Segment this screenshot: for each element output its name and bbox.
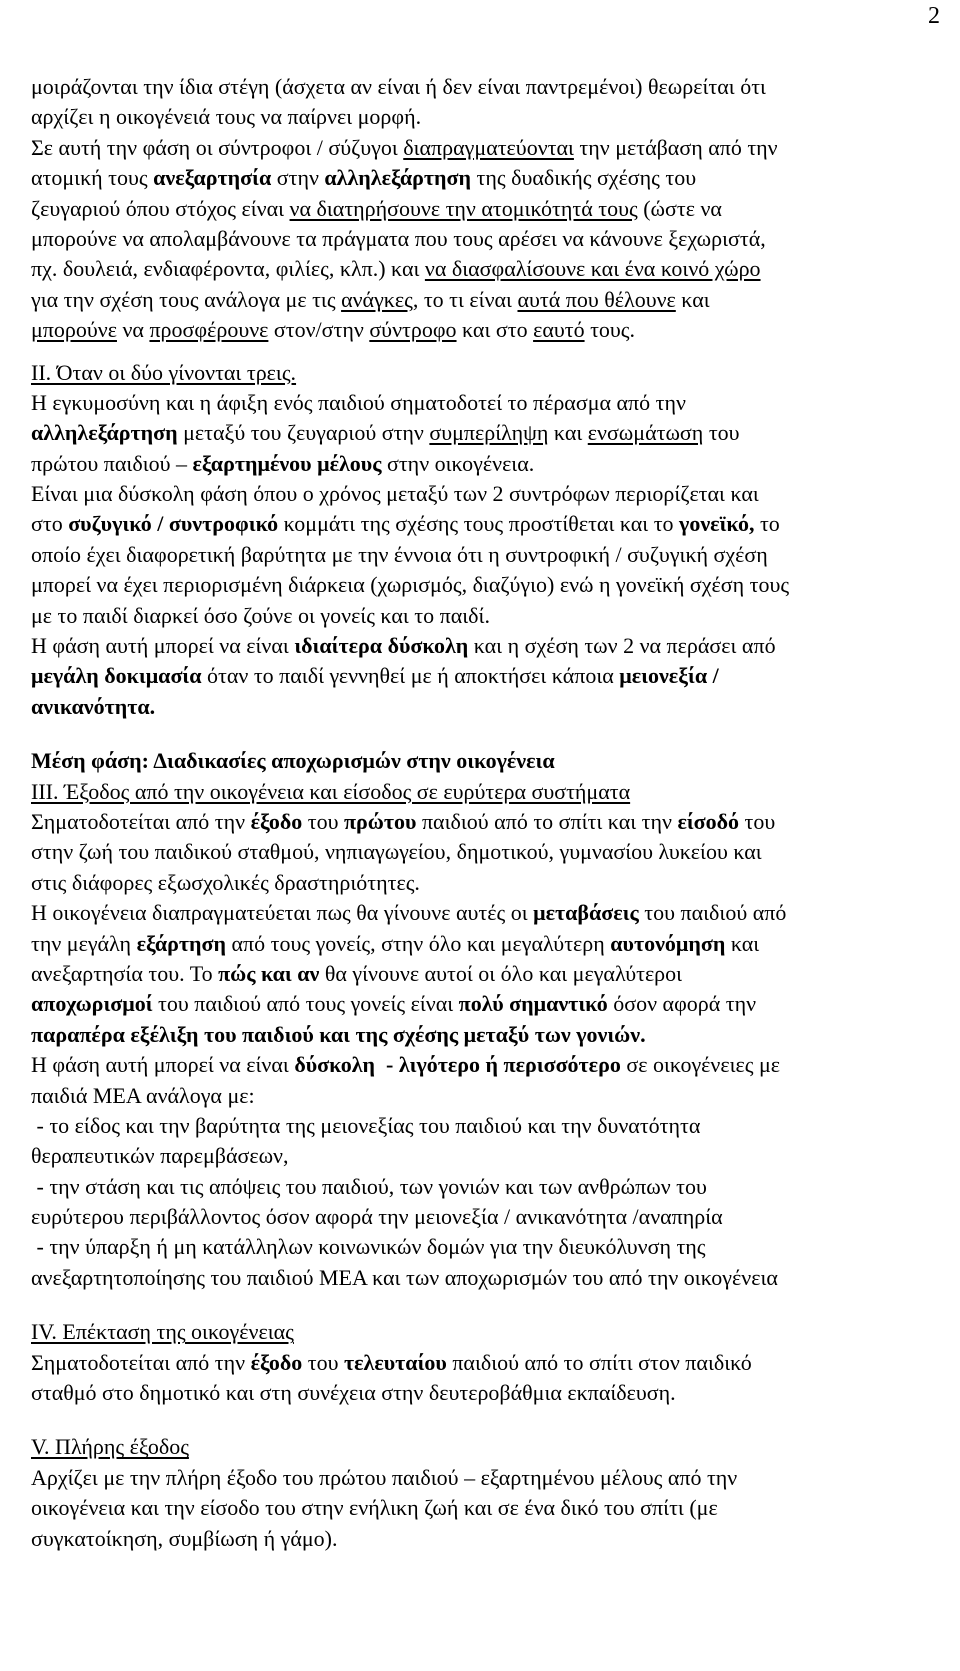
bold-term: αποχωρισμοί <box>31 991 153 1017</box>
bold-term: είσοδό <box>677 808 740 834</box>
text: παιδιού από το σπίτι και την <box>416 808 678 834</box>
text-line <box>31 509 936 539</box>
text: όσον αφορά την <box>607 991 757 1017</box>
text-line <box>31 1348 936 1378</box>
text: Σηματοδοτείται από την <box>31 808 251 834</box>
text-line <box>31 540 936 570</box>
text: της δυαδικής σχέσης του <box>471 165 697 191</box>
bold-term: πρώτου <box>343 808 417 834</box>
text: και <box>548 420 588 446</box>
text: στην <box>271 165 325 191</box>
text: στις διάφορες εξωσχολικές δραστηριότητες. <box>31 869 420 895</box>
underlined-term: σύντροφο <box>369 317 457 343</box>
text: στο <box>31 511 69 537</box>
text: το <box>754 511 780 537</box>
bold-term: αλληλεξάρτηση <box>31 420 178 446</box>
text: όταν το παιδί γεννηθεί με ή αποκτήσει κάποια <box>201 663 620 689</box>
heading-text: IV. Επέκταση της οικογένειας <box>31 1319 294 1345</box>
underlined-term: αυτά που θέλουνε <box>517 286 676 312</box>
text: πχ. δουλειά, ενδιαφέροντα, φιλίες, κλπ.) και <box>31 256 425 282</box>
text: , το τι είναι <box>412 286 518 312</box>
section-5 <box>31 1432 936 1554</box>
text: μοιράζονται την ίδια στέγη (άσχετα αν είναι ή δεν είναι παντρεμένοι) θεωρείται ότι <box>31 74 766 99</box>
bold-term: ιδιαίτερα δύσκολη <box>294 633 469 659</box>
paragraph-gap <box>31 1420 936 1432</box>
bold-term: παραπέρα εξέλιξη του παιδιού και της σχέσης μεταξύ των γονιών. <box>31 1021 646 1047</box>
underlined-term: προσφέρουνε <box>149 317 269 343</box>
text-line <box>31 1020 936 1050</box>
section-2 <box>31 358 936 723</box>
document-body <box>31 72 936 1554</box>
text-line <box>31 1493 936 1523</box>
bold-term: συζυγικό / συντροφικό <box>68 511 279 537</box>
bold-term: δύσκολη - λιγότερο ή περισσότερο <box>294 1052 621 1078</box>
text-line <box>31 1050 936 1080</box>
section-1 <box>31 72 936 346</box>
text: Η φάση αυτή μπορεί να είναι <box>31 1052 295 1078</box>
text-line <box>31 418 936 448</box>
text: Η οικογένεια διαπραγματεύεται πως θα γίνουνε αυτές οι <box>31 900 534 926</box>
text: ζευγαριού όπου στόχος είναι <box>31 195 290 221</box>
text: από τους γονείς, στην όλο και μεγαλύτερη <box>225 930 611 956</box>
text: του παιδιού από <box>638 900 787 926</box>
text: του <box>739 808 776 834</box>
text-line <box>31 692 936 722</box>
underlined-term: ανάγκες <box>341 286 413 312</box>
bold-term: τελευταίου <box>343 1349 447 1375</box>
text: για την σχέση τους ανάλογα με τις <box>31 286 342 312</box>
text: μπορεί να έχει περιορισμένη διάρκεια (χωρισμός, διαζύγιο) ενώ η γονεϊκή σχέση τους <box>31 572 790 598</box>
text: στον/στην <box>268 317 370 343</box>
text: του παιδιού από τους γονείς είναι <box>152 991 459 1017</box>
paragraph-gap <box>31 734 936 746</box>
text-line <box>31 570 936 600</box>
phase-heading <box>31 746 936 776</box>
bold-term: ανεξαρτησία <box>153 165 272 191</box>
text-line <box>31 661 936 691</box>
bold-term: μεγάλη δοκιμασία <box>31 663 202 689</box>
text-line <box>31 133 936 163</box>
text: κομμάτι της σχέσης τους προστίθεται και το <box>278 511 680 537</box>
text-line <box>31 224 936 254</box>
text: και στο <box>456 317 534 343</box>
text-line <box>31 449 936 479</box>
text-line <box>31 194 936 224</box>
text-line <box>31 1463 936 1493</box>
text-line <box>31 1524 936 1554</box>
paragraph-gap <box>31 722 936 734</box>
text: αρχίζει η οικογένειά τους να παίρνει μορφή. <box>31 104 422 130</box>
text: τους. <box>584 317 636 343</box>
bold-term: έξοδο <box>250 1349 303 1375</box>
underlined-term: εαυτό <box>533 317 585 343</box>
text: μπορούνε να απολαμβάνουνε τα πράγματα που τους αρέσει να κάνουνε ξεχωριστά, <box>31 225 766 251</box>
bold-term: εξάρτηση <box>136 930 226 956</box>
text-line <box>31 72 936 102</box>
text-line <box>31 102 936 132</box>
bold-term: εξαρτημένου μέλους <box>192 450 382 476</box>
text: την μετάβαση από την <box>573 134 778 160</box>
text: ευρύτερου περιβάλλοντος όσον αφορά την μειονεξία / ανικανότητα /αναπηρία <box>31 1204 723 1230</box>
underlined-term: διαπραγματεύονται <box>403 134 574 160</box>
text-line <box>31 989 936 1019</box>
text: και <box>725 930 760 956</box>
text: στην ζωή του παιδικού σταθμού, νηπιαγωγείου, δημοτικού, γυμνασίου λυκείου και <box>31 839 762 865</box>
section-heading <box>31 358 936 388</box>
heading-text: ΙΙΙ. Έξοδος από την οικογένεια και είσοδος σε ευρύτερα συστήματα <box>31 778 631 804</box>
bold-term: πολύ σημαντικό <box>458 991 608 1017</box>
text-line <box>31 254 936 284</box>
text: θα γίνουνε αυτοί οι όλο και μεγαλύτεροι <box>319 960 683 986</box>
text-line <box>31 315 936 345</box>
text: παιδιού από το σπίτι στον παιδικό <box>446 1349 752 1375</box>
paragraph-gap <box>31 1408 936 1420</box>
text: του <box>302 1349 344 1375</box>
text: συγκατοίκηση, συμβίωση ή γάμο). <box>31 1525 338 1551</box>
bold-term: αλληλεξάρτηση <box>324 165 472 191</box>
text: - την στάση και τις απόψεις του παιδιού, των γονιών και των ανθρώπων του <box>31 1173 707 1199</box>
text: ανεξαρτησία του. Το <box>31 960 219 986</box>
section-heading <box>31 1432 936 1462</box>
heading-text: Μέση φάση: Διαδικασίες αποχωρισμών στην οικογένεια <box>31 748 555 774</box>
text-line <box>31 1378 936 1408</box>
text-line <box>31 807 936 837</box>
section-3 <box>31 777 936 1294</box>
bold-term: μειονεξία / <box>619 663 719 689</box>
text: του <box>703 420 740 446</box>
text: ανεξαρτητοποίησης του παιδιού ΜΕΑ και των αποχωρισμών του από την οικογένεια <box>31 1264 778 1290</box>
text-line <box>31 837 936 867</box>
underlined-term: να διατηρήσουνε την ατομικότητά τους <box>289 195 638 221</box>
text: - την ύπαρξη ή μη κατάλληλων κοινωνικών δομών για την διευκόλυνση της <box>31 1234 706 1260</box>
heading-text: ΙΙ. Όταν οι δύο γίνονται τρεις. <box>31 359 297 385</box>
text: ατομική τους <box>31 165 154 191</box>
text-line <box>31 601 936 631</box>
text: μεταξύ του ζευγαριού στην <box>177 420 430 446</box>
heading-text: V. Πλήρης έξοδος <box>31 1434 189 1460</box>
text-line <box>31 163 936 193</box>
paragraph-gap <box>31 1293 936 1305</box>
bold-term: γονεϊκό, <box>679 511 755 537</box>
text: να <box>116 317 150 343</box>
text: παιδιά ΜΕΑ ανάλογα με: <box>31 1082 255 1108</box>
underlined-term: ενσωμάτωση <box>587 420 704 446</box>
bold-term: μεταβάσεις <box>533 900 639 926</box>
text-line <box>31 929 936 959</box>
paragraph-gap <box>31 1305 936 1317</box>
text-line <box>31 868 936 898</box>
text: με το παιδί διαρκεί όσο ζούνε οι γονείς και το παιδί. <box>31 602 490 628</box>
text: του <box>302 808 344 834</box>
section-4 <box>31 1317 936 1408</box>
paragraph-gap <box>31 346 936 358</box>
text: οποίο έχει διαφορετική βαρύτητα με την έννοια ότι η συντροφική / συζυγική σχέση <box>31 541 768 567</box>
section-heading <box>31 777 936 807</box>
text: - το είδος και την βαρύτητα της μειονεξίας του παιδιού και την δυνατότητα <box>31 1112 701 1138</box>
text: την μεγάλη <box>31 930 137 956</box>
text: οικογένεια και την είσοδο του στην ενήλικη ζωή και σε ένα δικό του σπίτι (με <box>31 1495 718 1521</box>
text-line <box>31 1263 936 1293</box>
bold-term: αυτονόμηση <box>610 930 726 956</box>
text: σταθμό στο δημοτικό και στη συνέχεια στην δευτεροβάθμια εκπαίδευση. <box>31 1380 676 1406</box>
text: Σε αυτή την φάση οι σύντροφοι / σύζυγοι <box>31 134 404 160</box>
list-item <box>31 1172 936 1202</box>
text: και η σχέση των 2 να περάσει από <box>468 633 776 659</box>
underlined-term: να διασφαλίσουνε και ένα κοινό χώρο <box>424 256 761 282</box>
text: (ώστε να <box>637 195 722 221</box>
bold-term: πώς και αν <box>218 960 320 986</box>
bold-term: έξοδο <box>250 808 303 834</box>
text-line <box>31 898 936 928</box>
list-item <box>31 1232 936 1262</box>
page-number: 2 <box>928 3 940 29</box>
section-heading <box>31 1317 936 1347</box>
text: Η φάση αυτή μπορεί να είναι <box>31 633 295 659</box>
underlined-term: μπορούνε <box>31 317 117 343</box>
text: πρώτου παιδιού – <box>31 450 193 476</box>
text: Σηματοδοτείται από την <box>31 1349 251 1375</box>
text: στην οικογένεια. <box>381 450 535 476</box>
text-line <box>31 959 936 989</box>
text: Αρχίζει με την πλήρη έξοδο του πρώτου παιδιού – εξαρτημένου μέλους από την <box>31 1464 738 1490</box>
bold-term: ανικανότητα. <box>31 693 156 719</box>
text: και <box>675 286 710 312</box>
list-item <box>31 1111 936 1141</box>
text-line <box>31 285 936 315</box>
text: θεραπευτικών παρεμβάσεων, <box>31 1143 289 1169</box>
text: σε οικογένειες με <box>620 1052 781 1078</box>
text-line <box>31 631 936 661</box>
text-line <box>31 1202 936 1232</box>
text: Είναι μια δύσκολη φάση όπου ο χρόνος μεταξύ των 2 συντρόφων περιορίζεται και <box>31 481 759 507</box>
text-line <box>31 1081 936 1111</box>
text-line <box>31 388 936 418</box>
text: Η εγκυμοσύνη και η άφιξη ενός παιδιού σηματοδοτεί το πέρασμα από την <box>31 389 686 415</box>
text-line <box>31 1141 936 1171</box>
underlined-term: συμπερίληψη <box>429 420 549 446</box>
text-line <box>31 479 936 509</box>
